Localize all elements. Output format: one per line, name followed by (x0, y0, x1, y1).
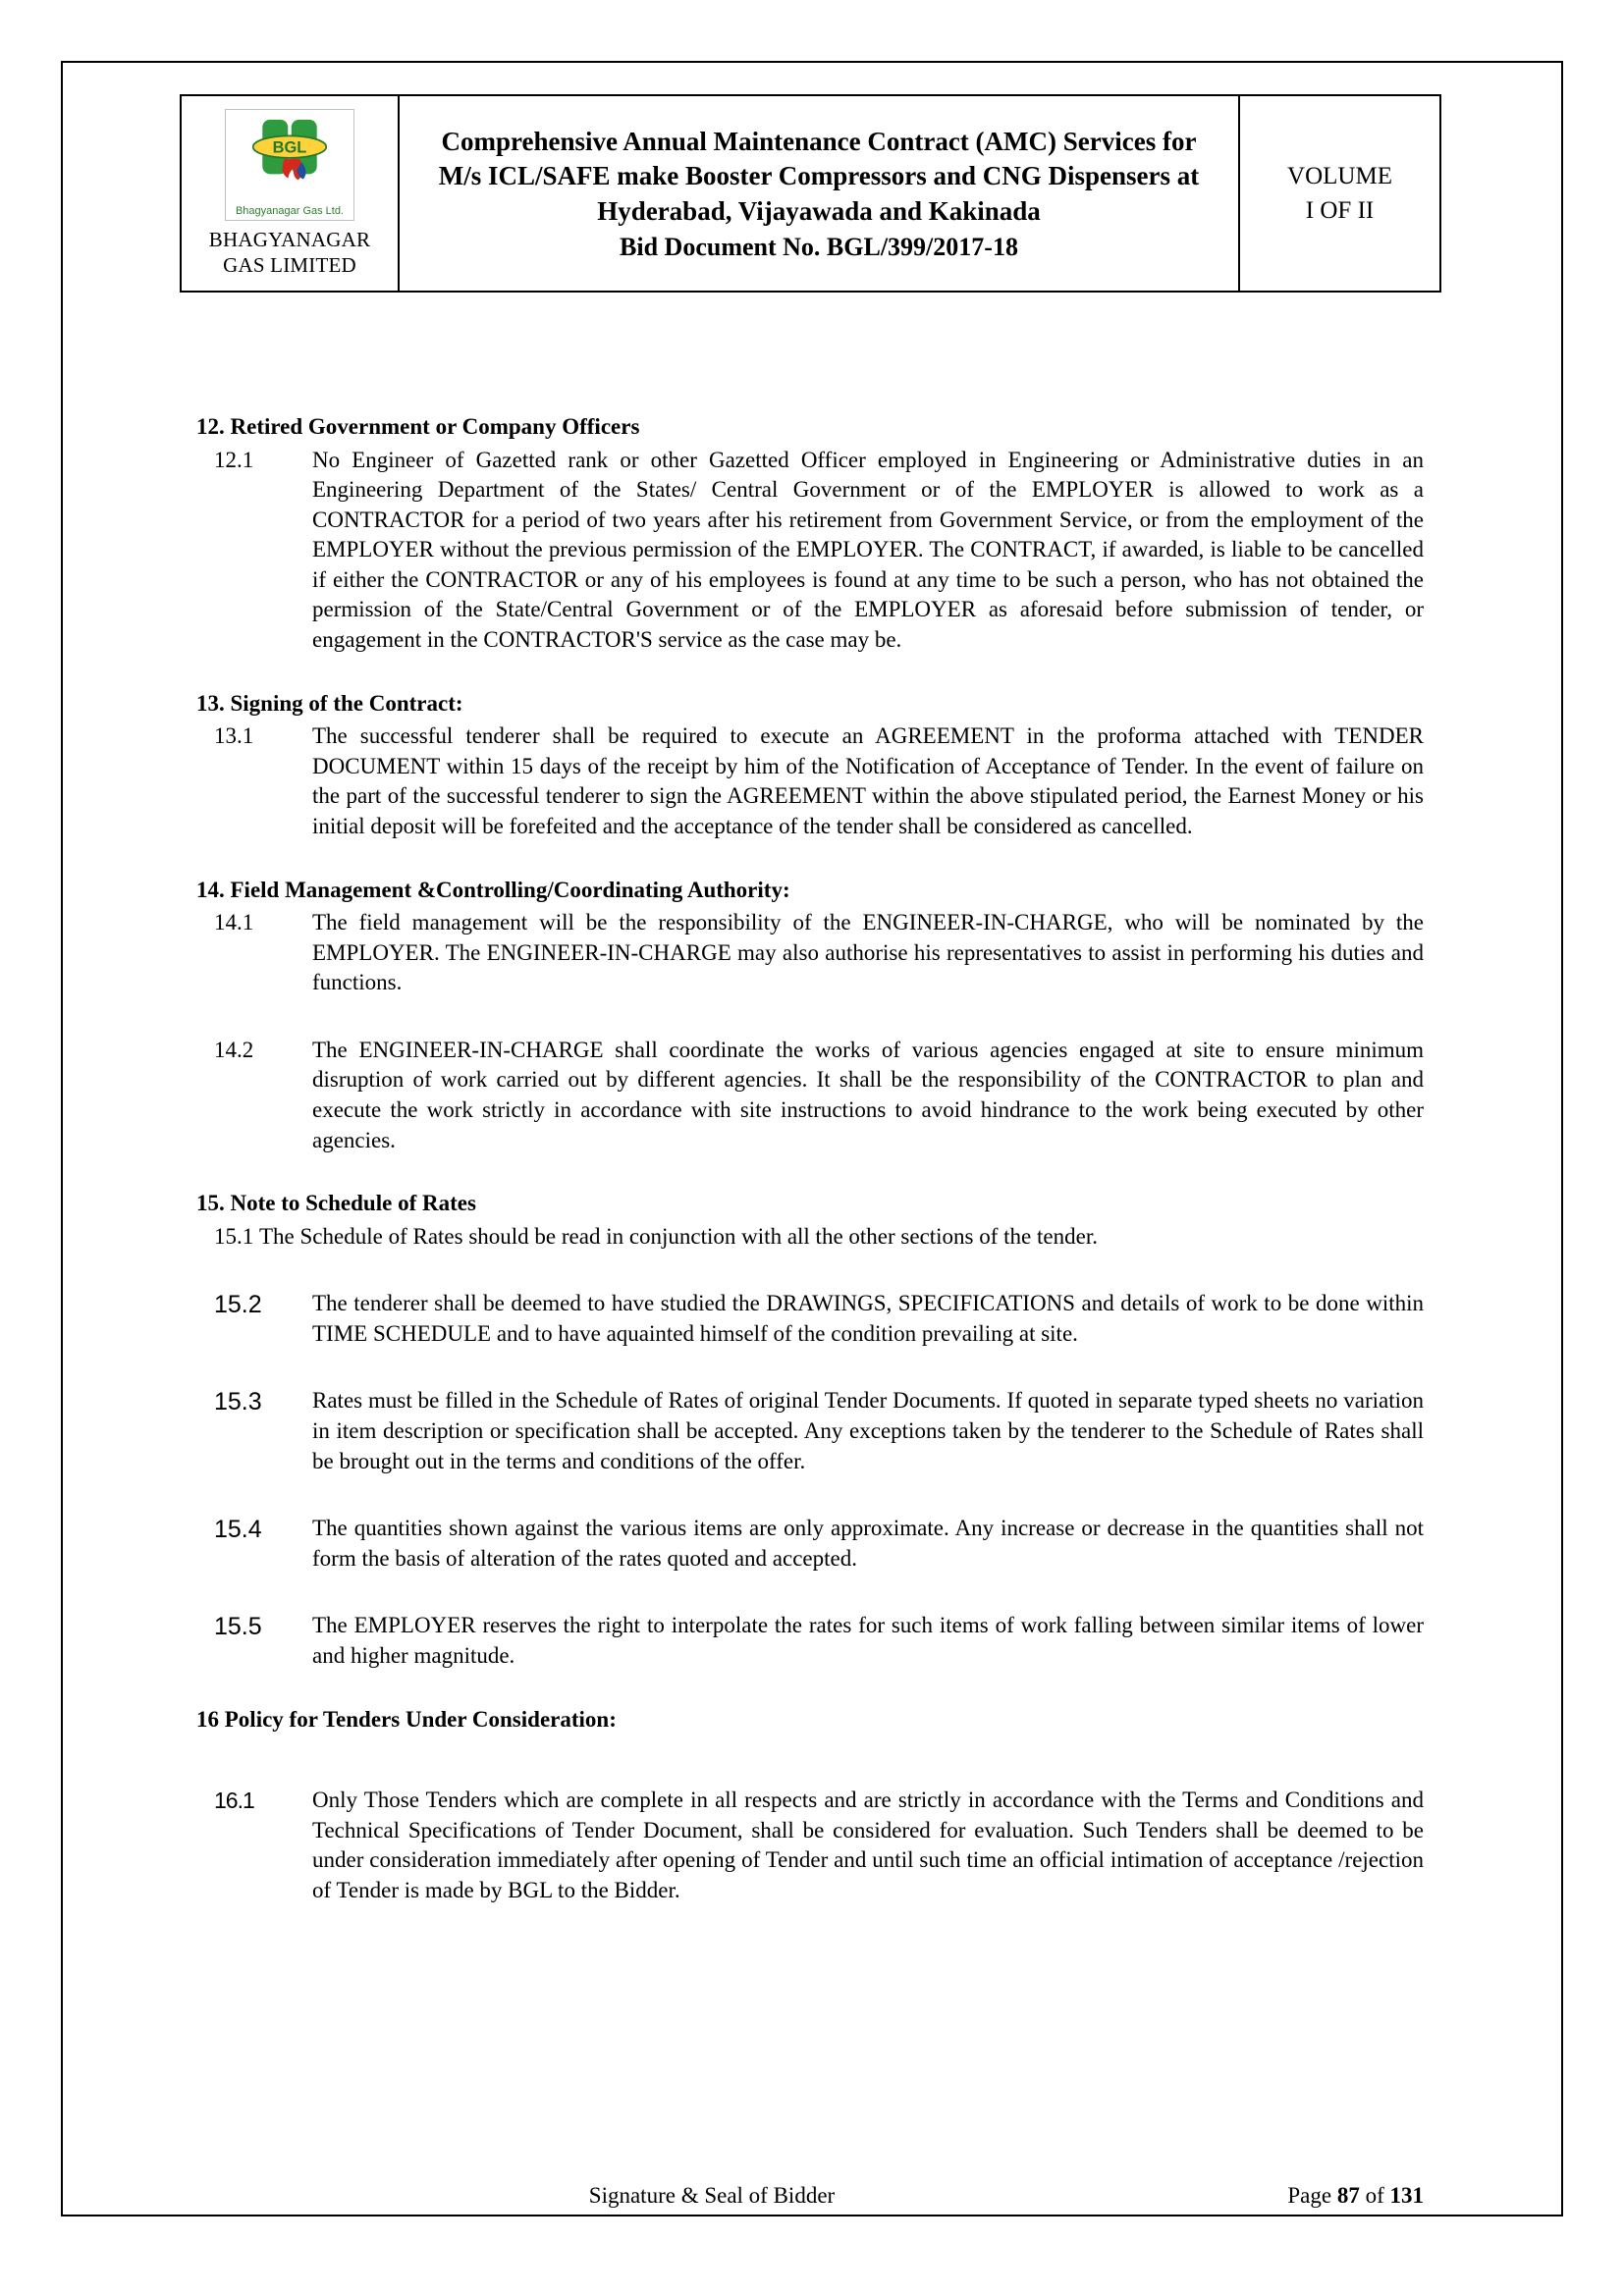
clause-number: 15.4 (214, 1516, 262, 1544)
clause-text: The tenderer shall be deemed to have studied the DRAWINGS, SPECIFICATIONS and details of work to be done within TIME SCHEDULE and to have aquainted himself of the condition prevailing at site. (312, 1291, 1424, 1346)
section-title: Note to Schedule of Rates (230, 1191, 476, 1216)
section-title: Signing of the Contract: (230, 690, 463, 716)
signature-label: Signature & Seal of Bidder (588, 2183, 836, 2208)
volume-cell (1239, 95, 1440, 292)
logo-cell (181, 95, 399, 292)
page-indicator (1287, 2183, 1424, 2209)
org-name (188, 227, 392, 279)
clause-text: The quantities shown against the various items are only approximate. Any increase or decrease in the quantities shall not form the basis of alteration of the rates quoted and accepted. (312, 1516, 1424, 1571)
clause-14-2 (196, 1036, 1424, 1155)
bgl-logo-icon (239, 116, 341, 198)
document-body (196, 412, 1424, 1905)
clause-text: The field management will be the responsibility of the ENGINEER-IN-CHARGE, who will be nominated by the EMPLOYER. The ENGINEER-IN-CHARGE may also authorise his representatives to assist in performing his duties and functions. (312, 910, 1424, 995)
section-number: 15. (196, 1191, 225, 1216)
org-name-line1: BHAGYANAGAR (208, 227, 371, 251)
clause-15-3 (196, 1386, 1424, 1476)
clause-number: 14.2 (214, 1037, 254, 1062)
clause-14-1 (196, 908, 1424, 998)
org-name-line2: GAS LIMITED (223, 253, 356, 277)
logo-caption: Bhagyanagar Gas Ltd. (235, 204, 345, 217)
clause-15-1 (196, 1222, 1424, 1253)
clause-number: 15.2 (214, 1291, 262, 1319)
volume-line2: I OF II (1305, 197, 1375, 224)
clause-text: The successful tenderer shall be required to execute an AGREEMENT in the proforma attached with TENDER DOCUMENT within 15 days of the receipt by him of the Notification of Acceptance of Tender. In the event of failure on the part of the successful tenderer to sign the AGREEMENT within the above stipulated period, the Earnest Money or his initial deposit will be forefeited and the acceptance of the tender shall be considered as cancelled. (312, 723, 1424, 838)
clause-16-1 (196, 1786, 1424, 1905)
clause-text: Rates must be filled in the Schedule of Rates of original Tender Documents. If quoted in separate typed sheets no variation in item description or specification shall be accepted. Any exceptions taken by the tenderer to the Schedule of Rates shall be brought out in the terms and conditions of the offer. (312, 1388, 1424, 1473)
clause-text: Only Those Tenders which are complete in all respects and are strictly in accordance with the Terms and Conditions and Technical Specifications of Tender Document, shall be considered for evaluation. Such Tenders shall be deemed to be under consideration immediately after opening of Tender and until such time an official intimation of acceptance /rejection of Tender is made by BGL to the Bidder. (312, 1788, 1424, 1902)
section-12 (196, 412, 1424, 656)
section-14 (196, 876, 1424, 1156)
page-total: 131 (1389, 2183, 1424, 2208)
section-number: 12. (196, 414, 225, 439)
of-label: of (1365, 2183, 1384, 2208)
page-border (61, 61, 1563, 2216)
section-heading (196, 1189, 1424, 1219)
clause-number: 15.5 (214, 1613, 262, 1641)
page-label: Page (1287, 2183, 1332, 2208)
clause-15-2 (196, 1289, 1424, 1349)
document-title: Comprehensive Annual Maintenance Contract (AMC) Services for M/s ICL/SAFE make Booster Compressors and CNG Dispensers at Hyderabad, Vijayawada and Kakinada (438, 127, 1200, 226)
section-title: Retired Government or Company Officers (230, 414, 640, 439)
section-heading (196, 1705, 1424, 1735)
clause-number: 15.1 (214, 1223, 254, 1249)
clause-number: 13.1 (214, 723, 254, 749)
page-number: 87 (1336, 2183, 1360, 2208)
clause-12-1 (196, 446, 1424, 656)
clause-text: No Engineer of Gazetted rank or other Gazetted Officer employed in Engineering or Administrative duties in an Engineering Department of the States/ Central Government or of the EMPLOYER is allowed to work as a CONTRACTOR for a period of two years after his retirement from Government Service, or from the employment of the EMPLOYER without the previous permission of the EMPLOYER. The CONTRACT, if awarded, is liable to be cancelled if either the CONTRACTOR or any of his employees is found at any time to be such a person, who has not obtained the permission of the State/Central Government or of the EMPLOYER as aforesaid before submission of tender, or engagement in the CONTRACTOR'S service as the case may be. (312, 447, 1424, 653)
bid-document-number: Bid Document No. BGL/399/2017-18 (620, 232, 1018, 261)
clause-15-4 (196, 1514, 1424, 1574)
document-header (180, 94, 1441, 293)
section-heading (196, 689, 1424, 720)
section-number: 14. (196, 877, 225, 902)
clause-number: 15.3 (214, 1388, 262, 1416)
section-heading (196, 412, 1424, 443)
section-heading (196, 876, 1424, 906)
clause-15-5 (196, 1611, 1424, 1671)
section-15 (196, 1189, 1424, 1671)
section-title: Field Management &Controlling/Coordinating Authority: (230, 877, 790, 902)
clause-text: The Schedule of Rates should be read in conjunction with all the other sections of the tender. (259, 1223, 1098, 1249)
section-16 (196, 1705, 1424, 1906)
clause-13-1 (196, 721, 1424, 841)
section-13 (196, 689, 1424, 842)
section-title: Policy for Tenders Under Consideration: (224, 1706, 617, 1732)
title-cell (399, 95, 1239, 292)
volume-line1: VOLUME (1287, 163, 1392, 189)
clause-number: 12.1 (214, 447, 254, 472)
clause-number: 16.1 (214, 1788, 254, 1814)
section-number: 13. (196, 690, 225, 716)
clause-text: The EMPLOYER reserves the right to interpolate the rates for such items of work falling between similar items of lower and higher magnitude. (312, 1613, 1424, 1668)
clause-text: The ENGINEER-IN-CHARGE shall coordinate the works of various agencies engaged at site to ensure minimum disruption of work carried out by different agencies. It shall be the responsibility of the CONTRACTOR to plan and execute the work strictly in accordance with site instructions to avoid hindrance to the work being executed by other agencies. (312, 1037, 1424, 1152)
clause-number: 14.1 (214, 910, 254, 935)
bgl-logo (225, 109, 354, 221)
logo-text: BGL (272, 138, 307, 157)
section-number: 16 (196, 1706, 219, 1732)
